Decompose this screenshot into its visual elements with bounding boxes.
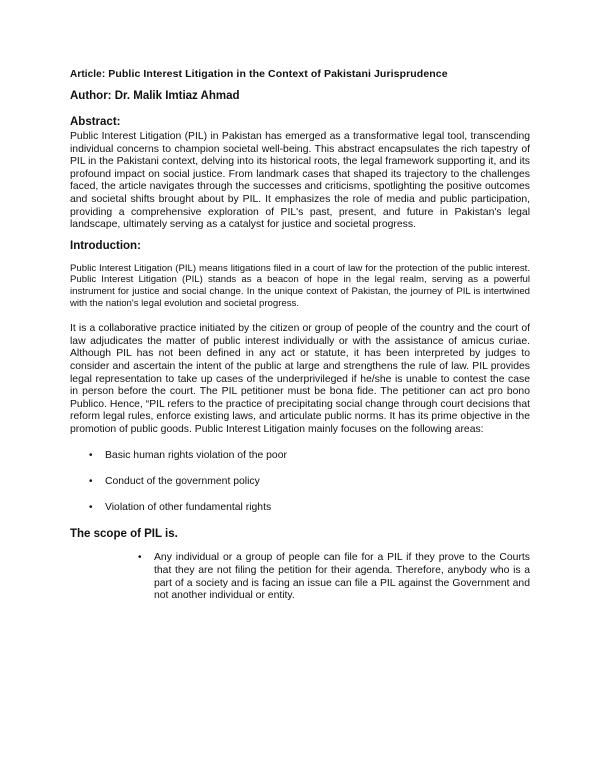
list-item-text: Conduct of the government policy — [105, 476, 260, 488]
introduction-paragraph-2: It is a collaborative practice initiated by the citizen or group of people of the country and the court of law adjudicates the matter of public interest individually or with the assistance of amicus curiae. Although PIL has not been defined in any act or statute, it has been interpreted by judges to consider and ascertain the intent of the public at large and strengthens the rule of law. PIL provides legal representation to take up cases of the underprivileged if he/she is unable to contest the case in person before the court. The PIL petitioner must be bona fide. The petitioner can act pro bono Publico. Hence, “PIL refers to the practice of precipitating social change through court decisions that reform legal rules, enforce existing laws, and articulate public norms. It has its prime objective in the promotion of public goods. Public Interest Litigation mainly focuses on the following areas: — [70, 323, 530, 435]
bullet-icon: • — [89, 450, 93, 462]
article-title-line — [70, 68, 530, 80]
bullet-icon: • — [89, 476, 93, 488]
bullet-icon: • — [89, 502, 93, 514]
article-title: Public Interest Litigation in the Context of Pakistani Jurisprudence — [108, 68, 448, 80]
bullet-icon: • — [138, 552, 142, 564]
list-item — [70, 502, 530, 513]
scope-item-text: Any individual or a group of people can file for a PIL if they prove to the Courts that they are not filing the petition for their agenda. Therefore, anybody who is a part of a society and is facing an issue can file a PIL against the Government and not another individual or entity. — [154, 552, 530, 602]
introduction-paragraph-1: Public Interest Litigation (PIL) means litigations filed in a court of law for the protection of the public interest. Public Interest Litigation (PIL) stands as a beacon of hope in the legal realm, serving as a powerful instrument for justice and social change. In the unique context of Pakistan, the journey of PIL is intertwined with the nation's legal evolution and societal progress. — [70, 262, 530, 309]
focus-areas-list — [70, 450, 530, 513]
scope-heading: The scope of PIL is. — [70, 528, 178, 541]
abstract-heading: Abstract: — [70, 116, 121, 128]
article-label: Article: — [70, 69, 106, 80]
list-item-text: Violation of other fundamental rights — [105, 502, 272, 514]
list-item — [70, 476, 530, 487]
author-line: Author: Dr. Malik Imtiaz Ahmad — [70, 90, 240, 102]
abstract-text: Public Interest Litigation (PIL) in Pakistan has emerged as a transformative legal tool, transcending individual concerns to champion societal well-being. This abstract encapsulates the rich tapestry of PIL in the Pakistani context, delving into its historical roots, the legal framework supporting it, and its profound impact on social justice. From landmark cases that shaped its trajectory to the challenges faced, the article navigates through the successes and criticisms, spotlighting the positive outcomes and societal shifts brought about by PIL. It emphasizes the role of media and public participation, providing a comprehensive exploration of PIL's past, present, and future in Pakistan's legal landscape, ultimately serving as a catalyst for justice and societal progress. — [70, 131, 530, 231]
list-item — [70, 450, 530, 461]
scope-list-item — [138, 552, 530, 602]
list-item-text: Basic human rights violation of the poor — [105, 450, 287, 462]
introduction-heading: Introduction: — [70, 239, 141, 252]
